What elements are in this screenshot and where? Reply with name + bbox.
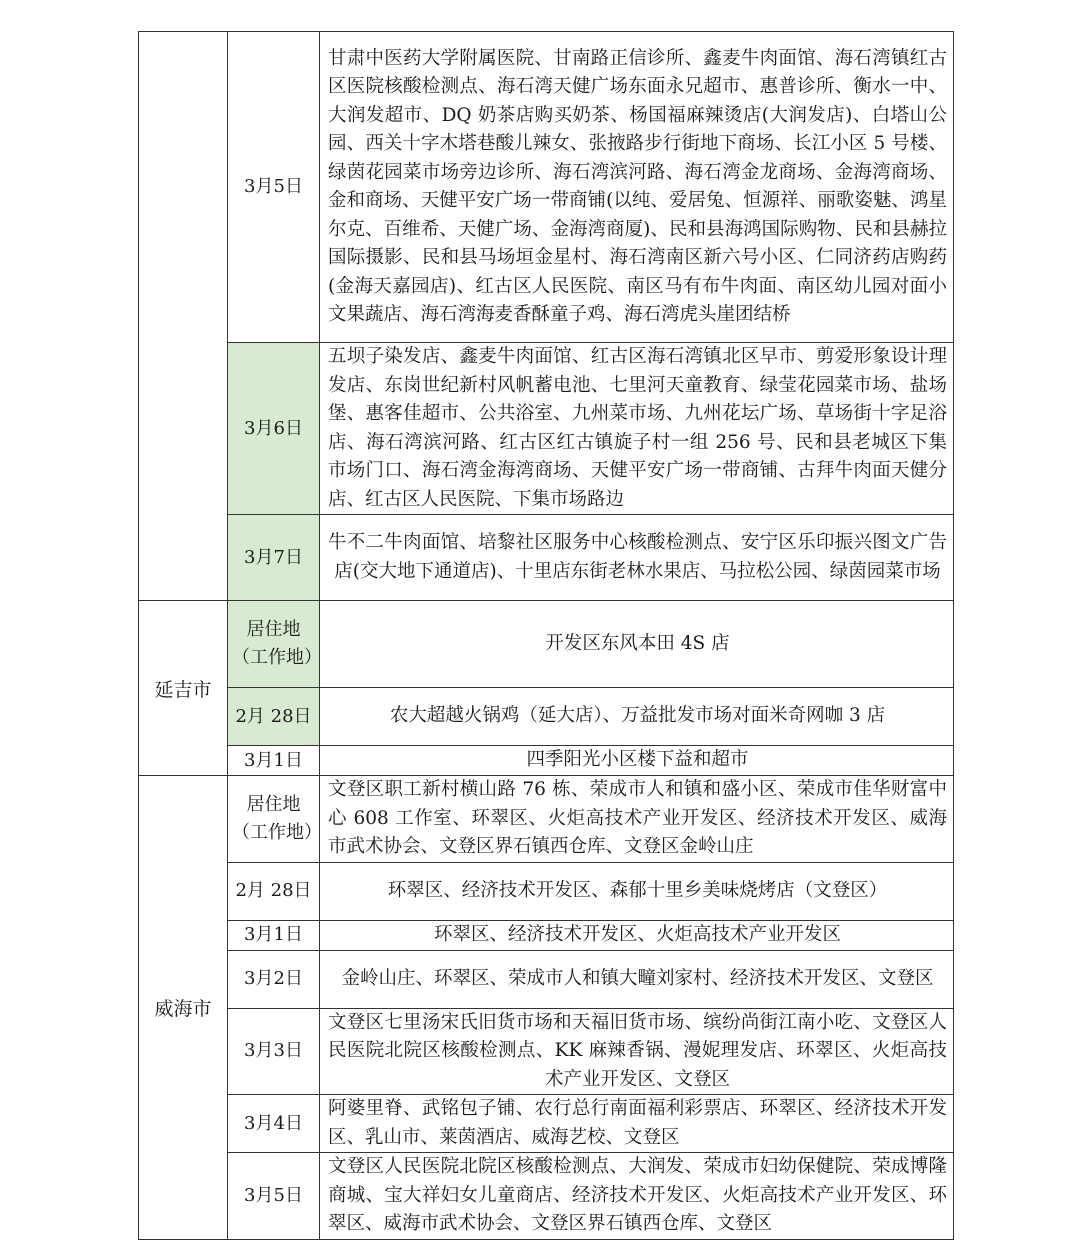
date-cell: 2月 28日 bbox=[228, 688, 320, 746]
places-cell: 环翠区、经济技术开发区、森郁十里乡美味烧烤店（文登区） bbox=[320, 862, 954, 920]
table-row bbox=[139, 343, 954, 515]
city-cell-yanji: 延吉市 bbox=[139, 601, 228, 776]
places-cell: 金岭山庄、环翠区、荣成市人和镇大疃刘家村、经济技术开发区、文登区 bbox=[320, 950, 954, 1008]
places-cell: 阿婆里脊、武铭包子铺、农行总行南面福利彩票店、环翠区、经济技术开发区、乳山市、莱茵酒店、威海艺校、文登区 bbox=[320, 1095, 954, 1153]
date-cell: 2月 28日 bbox=[228, 862, 320, 920]
places-cell: 环翠区、经济技术开发区、火炬高技术产业开发区 bbox=[320, 920, 954, 950]
date-cell: 3月5日 bbox=[228, 1153, 320, 1240]
places-cell: 开发区东风本田 4S 店 bbox=[320, 601, 954, 688]
date-cell: 居住地（工作地） bbox=[228, 601, 320, 688]
places-cell: 文登区人民医院北院区核酸检测点、大润发、荣成市妇幼保健院、荣成博隆商城、宝大祥妇女儿童商店、经济技术开发区、火炬高技术产业开发区、环翠区、威海市武术协会、文登区界石镇西仓库、文登区 bbox=[320, 1153, 954, 1240]
places-cell: 文登区七里汤宋氏旧货市场和天福旧货市场、缤纷尚街江南小吃、文登区人民医院北院区核酸检测点、KK 麻辣香锅、漫妮理发店、环翠区、火炬高技术产业开发区、文登区 bbox=[320, 1008, 954, 1095]
table-row bbox=[139, 862, 954, 920]
date-cell: 3月6日 bbox=[228, 343, 320, 515]
places-cell: 牛不二牛肉面馆、培黎社区服务中心核酸检测点、安宁区乐印振兴图文广告店(交大地下通道店)、十里店东街老林水果店、马拉松公园、绿茵园菜市场 bbox=[320, 515, 954, 601]
places-cell: 五坝子染发店、鑫麦牛肉面馆、红古区海石湾镇北区早市、剪爱形象设计理发店、东岗世纪新村风帆蓄电池、七里河天童教育、绿莹花园菜市场、盐场堡、惠客佳超市、公共浴室、九州菜市场、九州花坛广场、草场街十字足浴店、海石湾滨河路、红古区红古镇旋子村一组 256 号、民和县老城区下集市场门口、海石湾金海湾商场、天健平安广场一带商铺、古拜牛肉面天健分店、红古区人民医院、下集市场路边 bbox=[320, 343, 954, 515]
date-cell: 3月7日 bbox=[228, 515, 320, 601]
date-cell: 3月3日 bbox=[228, 1008, 320, 1095]
table-row bbox=[139, 1153, 954, 1240]
table-row bbox=[139, 1008, 954, 1095]
date-cell: 3月1日 bbox=[228, 746, 320, 776]
city-cell-continued bbox=[139, 32, 228, 601]
date-cell: 3月1日 bbox=[228, 920, 320, 950]
close-contact-places-table bbox=[138, 31, 954, 1240]
table-row bbox=[139, 515, 954, 601]
date-cell: 3月5日 bbox=[228, 32, 320, 343]
table-row bbox=[139, 920, 954, 950]
city-cell-weihai: 威海市 bbox=[139, 776, 228, 1240]
table-row bbox=[139, 688, 954, 746]
table-row bbox=[139, 776, 954, 863]
table-row bbox=[139, 601, 954, 688]
table-row bbox=[139, 32, 954, 343]
table-row bbox=[139, 746, 954, 776]
places-cell: 甘肃中医药大学附属医院、甘南路正信诊所、鑫麦牛肉面馆、海石湾镇红古区医院核酸检测点、海石湾天健广场东面永兄超市、惠普诊所、衡水一中、大润发超市、DQ 奶茶店购买奶茶、杨国福麻辣烫店(大润发店)、白塔山公园、西关十字木塔巷酸儿辣女、张掖路步行街地下商场、长江小区 5 号楼、绿茵花园菜市场旁边诊所、海石湾滨河路、海石湾金龙商场、金海湾商场、金和商场、天健平安广场一带商铺(以纯、爱居兔、恒源祥、丽歌姿魅、鸿星尔克、百维希、天健广场、金海湾商厦)、民和县海鸿国际购物、民和县赫拉国际摄影、民和县马场垣金星村、海石湾南区新六号小区、仁同济药店购药(金海天嘉园店)、红古区人民医院、南区马有布牛肉面、南区幼儿园对面小文果蔬店、海石湾海麦香酥童子鸡、海石湾虎头崖团结桥 bbox=[320, 32, 954, 343]
places-cell: 文登区职工新村横山路 76 栋、荣成市人和镇和盛小区、荣成市佳华财富中心 608 工作室、环翠区、火炬高技术产业开发区、经济技术开发区、威海市武术协会、文登区界石镇西仓库、文登区金岭山庄 bbox=[320, 776, 954, 863]
date-cell: 3月2日 bbox=[228, 950, 320, 1008]
places-cell: 农大超越火锅鸡（延大店）、万益批发市场对面米奇网咖 3 店 bbox=[320, 688, 954, 746]
table-row bbox=[139, 1095, 954, 1153]
date-cell: 居住地（工作地） bbox=[228, 776, 320, 863]
date-cell: 3月4日 bbox=[228, 1095, 320, 1153]
table-row bbox=[139, 950, 954, 1008]
places-cell: 四季阳光小区楼下益和超市 bbox=[320, 746, 954, 776]
